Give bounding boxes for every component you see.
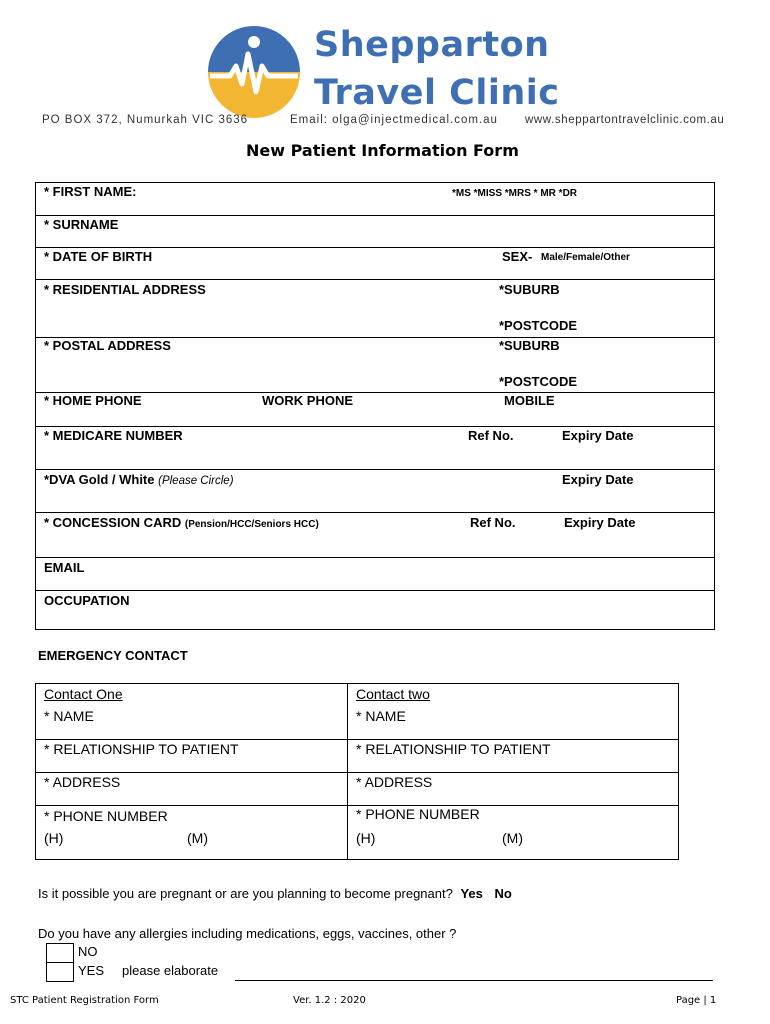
surname-field[interactable] xyxy=(36,216,714,247)
dva-label[interactable]: *DVA Gold / White xyxy=(44,472,155,487)
concession-row xyxy=(44,515,319,530)
allergies-no-label: NO xyxy=(78,944,98,959)
sex-options[interactable]: Male/Female/Other xyxy=(541,252,630,263)
residential-suburb-label: *SUBURB xyxy=(499,282,560,297)
footer-form-name: STC Patient Registration Form xyxy=(10,995,159,1006)
contact-two-heading: Contact two xyxy=(356,686,430,702)
occupation-field[interactable] xyxy=(36,591,714,629)
postal-suburb-label: *SUBURB xyxy=(499,338,560,353)
allergies-yes-checkbox[interactable] xyxy=(46,962,74,982)
mobile-label: MOBILE xyxy=(504,393,555,408)
home-phone-label: * HOME PHONE xyxy=(44,393,142,408)
dva-row xyxy=(44,472,234,487)
concession-ref-label: Ref No. xyxy=(470,515,516,530)
allergies-question: Do you have any allergies including medications, eggs, vaccines, other ? xyxy=(38,926,457,941)
contact-two-home-label: (H) xyxy=(356,830,376,846)
concession-expiry-label: Expiry Date xyxy=(564,515,636,530)
medicare-expiry-label: Expiry Date xyxy=(562,428,634,443)
contact-one-name-label: * NAME xyxy=(44,708,94,724)
title-options[interactable]: *MS *MISS *MRS * MR *DR xyxy=(452,188,578,199)
pregnancy-yes-option[interactable]: Yes xyxy=(460,886,483,901)
medicare-ref-label: Ref No. xyxy=(468,428,514,443)
dva-hint: (Please Circle) xyxy=(158,475,234,487)
contact-one-address-label: * ADDRESS xyxy=(44,774,121,790)
footer-version: Ver. 1.2 : 2020 xyxy=(293,995,366,1006)
contact-two-phone-label: * PHONE NUMBER xyxy=(356,806,480,822)
clinic-email: Email: olga@injectmedical.com.au xyxy=(290,114,498,126)
pregnancy-question xyxy=(38,886,512,901)
clinic-logo-mark xyxy=(204,26,304,118)
pregnancy-question-text: Is it possible you are pregnant or are you planning to become pregnant? xyxy=(38,886,453,901)
email-label: EMAIL xyxy=(44,560,85,575)
contact-two-address-label: * ADDRESS xyxy=(356,774,433,790)
surname-label: * SURNAME xyxy=(44,217,119,232)
residential-postcode-label: *POSTCODE xyxy=(499,318,578,333)
dob-label: * DATE OF BIRTH xyxy=(44,249,153,264)
contact-one-heading: Contact One xyxy=(44,686,123,702)
allergies-yes-label: YES xyxy=(78,963,105,978)
footer-page-number: Page | 1 xyxy=(676,995,717,1006)
contact-one-relationship-label: * RELATIONSHIP TO PATIENT xyxy=(44,741,239,757)
elaborate-label: please elaborate xyxy=(122,963,219,978)
first-name-field[interactable] xyxy=(36,183,714,215)
contact-two-relationship-label: * RELATIONSHIP TO PATIENT xyxy=(356,741,551,757)
clinic-name-line2: Travel Clinic xyxy=(314,73,560,113)
contact-two-name-label: * NAME xyxy=(356,708,406,724)
first-name-label: * FIRST NAME: xyxy=(44,184,137,199)
clinic-name-line1: Shepparton xyxy=(314,25,550,65)
clinic-website: www.sheppartontravelclinic.com.au xyxy=(525,114,725,126)
concession-hint[interactable]: (Pension/HCC/Seniors HCC) xyxy=(184,519,319,530)
po-box: PO BOX 372, Numurkah VIC 3636 xyxy=(42,114,249,126)
occupation-label: OCCUPATION xyxy=(44,593,130,608)
concession-label: * CONCESSION CARD xyxy=(44,515,182,530)
emergency-heading: EMERGENCY CONTACT xyxy=(38,648,188,663)
medicare-label: * MEDICARE NUMBER xyxy=(44,428,183,443)
email-field[interactable] xyxy=(36,558,714,590)
sex-label: SEX- xyxy=(502,249,533,264)
residential-address-label: * RESIDENTIAL ADDRESS xyxy=(44,282,206,297)
contact-one-home-label: (H) xyxy=(44,830,64,846)
work-phone-label: WORK PHONE xyxy=(262,393,353,408)
postal-postcode-label: *POSTCODE xyxy=(499,374,578,389)
form-title: New Patient Information Form xyxy=(246,141,519,160)
contact-one-mobile-label: (M) xyxy=(187,830,208,846)
contact-two-mobile-label: (M) xyxy=(502,830,523,846)
pregnancy-no-option[interactable]: No xyxy=(494,886,512,901)
contact-one-phone-label: * PHONE NUMBER xyxy=(44,808,168,824)
elaborate-input-line[interactable] xyxy=(235,980,713,981)
postal-address-label: * POSTAL ADDRESS xyxy=(44,338,171,353)
dva-expiry-label: Expiry Date xyxy=(562,472,634,487)
allergies-no-checkbox[interactable] xyxy=(46,943,74,963)
